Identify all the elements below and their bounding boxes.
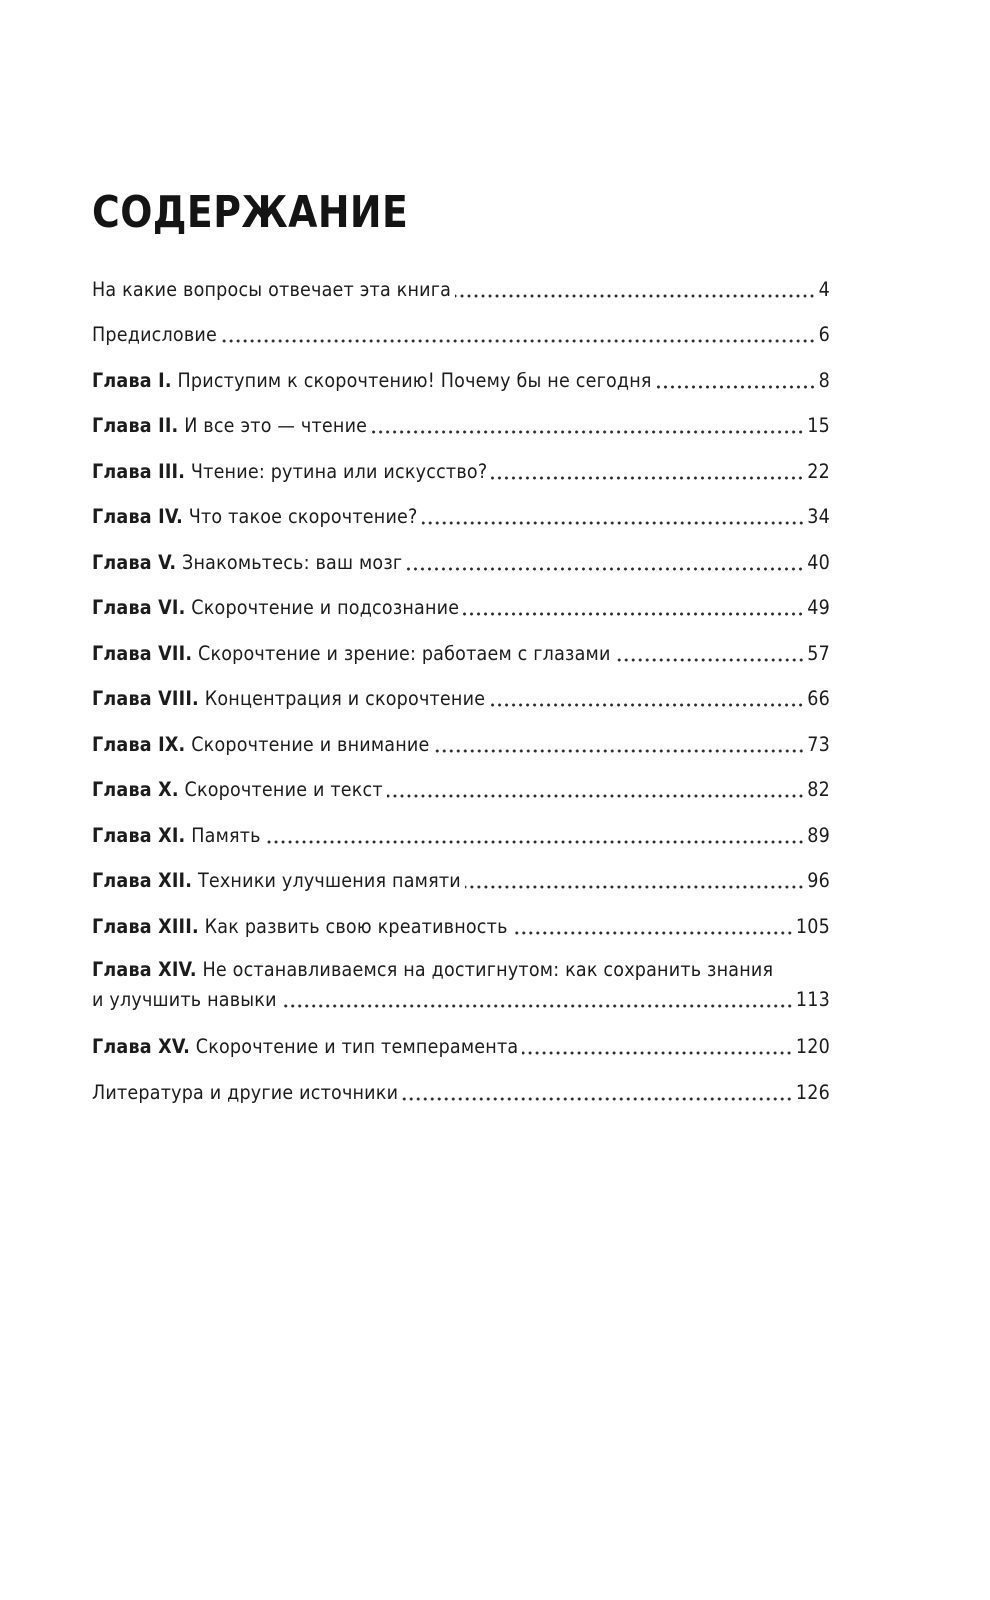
toc-entry-title: Знакомьтесь: ваш мозг bbox=[182, 550, 403, 574]
dot-leader bbox=[491, 475, 804, 481]
toc-entry[interactable] bbox=[92, 349, 830, 395]
chapter-number: Глава I. bbox=[92, 368, 172, 392]
toc-entry-title: Скорочтение и тип темперамента bbox=[195, 1035, 519, 1058]
chapter-number: Глава VIII. bbox=[92, 687, 199, 710]
chapter-number: Глава X. bbox=[92, 778, 179, 801]
toc-page-number: 89 bbox=[807, 823, 830, 847]
chapter-number: Глава XIII. bbox=[92, 914, 199, 938]
toc-page-number: 22 bbox=[807, 459, 830, 483]
toc-entry-title: Предисловие bbox=[92, 323, 217, 346]
chapter-number: Глава V. bbox=[92, 550, 177, 574]
dot-leader bbox=[371, 429, 804, 435]
dot-leader bbox=[406, 566, 804, 572]
toc-entry[interactable] bbox=[92, 395, 830, 441]
toc-page-number: 8 bbox=[818, 368, 830, 392]
toc-entry-title: Приступим к скорочтению! Почему бы не сегодня bbox=[177, 368, 652, 392]
toc-page-number: 113 bbox=[795, 987, 830, 1011]
toc-page-number: 4 bbox=[818, 277, 830, 301]
dot-leader bbox=[434, 748, 805, 754]
toc-entry[interactable] bbox=[92, 713, 830, 759]
toc-entry-title: И все это — чтение bbox=[184, 414, 368, 437]
toc-entry[interactable] bbox=[92, 258, 830, 304]
dot-leader bbox=[512, 930, 793, 936]
chapter-number: Глава XI. bbox=[92, 823, 186, 847]
toc-entry[interactable] bbox=[92, 895, 830, 941]
toc-entry[interactable] bbox=[92, 759, 830, 805]
toc-page-number: 15 bbox=[807, 414, 830, 437]
chapter-number: Глава VI. bbox=[92, 596, 186, 619]
toc-page-number: 126 bbox=[795, 1080, 830, 1104]
toc-entry-title: Скорочтение и подсознание bbox=[191, 596, 460, 619]
toc-entry[interactable] bbox=[92, 804, 830, 850]
toc-entry[interactable] bbox=[92, 304, 830, 350]
toc-page-number: 6 bbox=[818, 323, 830, 346]
toc-entry-title: Литература и другие источники bbox=[92, 1080, 399, 1104]
chapter-number: Глава XV. bbox=[92, 1035, 190, 1058]
toc-page-number: 120 bbox=[795, 1035, 830, 1058]
toc-page-number: 49 bbox=[807, 596, 830, 619]
dot-leader bbox=[422, 520, 805, 526]
chapter-number: Глава XII. bbox=[92, 869, 193, 892]
toc-entry-title: Как развить свою креативность bbox=[204, 914, 508, 938]
toc-page-number: 73 bbox=[807, 732, 830, 756]
chapter-number: Глава XIV. bbox=[92, 957, 197, 981]
toc-entry[interactable] bbox=[92, 1061, 830, 1107]
dot-leader bbox=[387, 793, 804, 799]
toc-entry[interactable] bbox=[92, 850, 830, 896]
toc-page-number: 57 bbox=[807, 641, 830, 665]
toc-entry-title: Концентрация и скорочтение bbox=[204, 687, 486, 710]
dot-leader bbox=[402, 1096, 793, 1102]
toc-entry[interactable] bbox=[92, 668, 830, 714]
toc-entry-title: Память bbox=[191, 823, 261, 847]
toc-entry-title: Чтение: рутина или искусство? bbox=[190, 459, 488, 483]
toc-page-number: 40 bbox=[807, 550, 830, 574]
page-title: СОДЕРЖАНИЕ bbox=[92, 187, 409, 238]
toc-entry-title-continued: и улучшить навыки bbox=[92, 987, 277, 1011]
toc-entry-title: Не останавливаемся на достигнутом: как сохранить знания bbox=[202, 957, 774, 981]
dot-leader bbox=[522, 1050, 793, 1056]
toc-entry[interactable] bbox=[92, 531, 830, 577]
chapter-number: Глава II. bbox=[92, 414, 179, 437]
toc-entry-title: Скорочтение и текст bbox=[184, 778, 383, 801]
toc-entry[interactable] bbox=[92, 577, 830, 623]
chapter-number: Глава IV. bbox=[92, 505, 183, 528]
dot-leader bbox=[615, 657, 805, 663]
toc-entry[interactable] bbox=[92, 440, 830, 486]
table-of-contents bbox=[92, 186, 830, 1107]
toc-page-number: 66 bbox=[807, 687, 830, 710]
toc-page-number: 105 bbox=[795, 914, 830, 938]
chapter-number: Глава VII. bbox=[92, 641, 193, 665]
toc-entry-title: Скорочтение и зрение: работаем с глазами bbox=[197, 641, 611, 665]
toc-entry[interactable] bbox=[92, 622, 830, 668]
toc-page-number: 82 bbox=[807, 778, 830, 801]
dot-leader bbox=[221, 338, 816, 344]
dot-leader bbox=[265, 839, 805, 845]
dot-leader bbox=[455, 293, 816, 299]
toc-entry[interactable] bbox=[92, 1016, 830, 1062]
dot-leader bbox=[656, 384, 816, 390]
toc-entry-title: Что такое скорочтение? bbox=[188, 505, 418, 528]
chapter-number: Глава III. bbox=[92, 459, 186, 483]
toc-entry-title: Скорочтение и внимание bbox=[191, 732, 430, 756]
toc-entry[interactable] bbox=[92, 941, 830, 1016]
toc-page-number: 34 bbox=[807, 505, 830, 528]
dot-leader bbox=[463, 611, 804, 617]
dot-leader bbox=[489, 702, 804, 708]
chapter-number: Глава IX. bbox=[92, 732, 186, 756]
toc-page-number: 96 bbox=[807, 869, 830, 892]
dot-leader bbox=[465, 884, 804, 890]
toc-entry-title: Техники улучшения памяти bbox=[197, 869, 461, 892]
toc-entry[interactable] bbox=[92, 486, 830, 532]
dot-leader bbox=[281, 1003, 793, 1009]
toc-list bbox=[92, 258, 830, 1107]
toc-entry-title: На какие вопросы отвечает эта книга bbox=[92, 277, 452, 301]
